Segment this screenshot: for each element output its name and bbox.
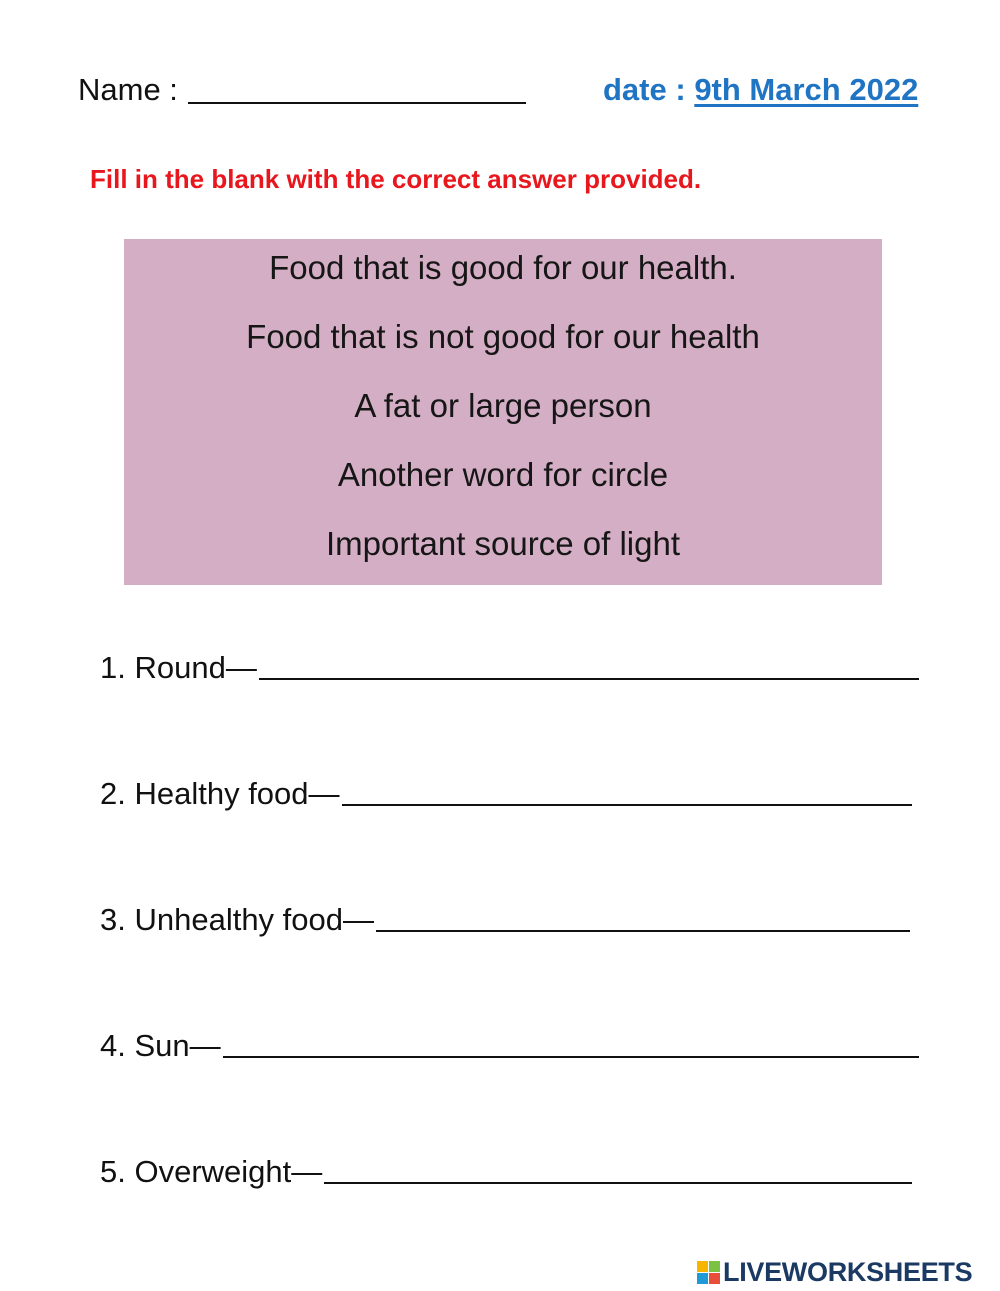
clue-5: Important source of light: [325, 525, 680, 562]
logo-square-2: [709, 1261, 720, 1272]
question-4: [100, 1028, 919, 1064]
logo-text: LIVEWORKSHEETS: [723, 1257, 973, 1287]
logo-square-1: [697, 1261, 708, 1272]
date-field: [603, 72, 918, 108]
logo-square-4: [709, 1273, 720, 1284]
question-2-label: 2. Healthy food—: [100, 776, 340, 811]
question-4-label: 4. Sun—: [100, 1028, 221, 1063]
logo-square-3: [697, 1273, 708, 1284]
question-5-label: 5. Overweight—: [100, 1154, 323, 1189]
instruction-text: Fill in the blank with the correct answer provided.: [90, 164, 702, 194]
question-5: [100, 1154, 912, 1190]
date-value: 9th March 2022: [694, 72, 919, 107]
question-2: [100, 776, 912, 812]
clue-4: Another word for circle: [337, 456, 669, 493]
question-3: [100, 902, 910, 938]
question-1: [100, 650, 919, 686]
answer-blank-1[interactable]: [259, 678, 919, 680]
clue-1: Food that is good for our health.: [269, 249, 737, 286]
answer-blank-4[interactable]: [223, 1056, 919, 1058]
name-blank-line[interactable]: [188, 102, 526, 104]
word-bank-box: [124, 239, 882, 585]
liveworksheets-logo-icon: [697, 1261, 720, 1284]
name-label: Name :: [78, 72, 178, 107]
answer-blank-3[interactable]: [376, 930, 910, 932]
clue-3: A fat or large person: [354, 387, 652, 424]
question-1-label: 1. Round—: [100, 650, 257, 685]
answer-blank-5[interactable]: [324, 1182, 912, 1184]
liveworksheets-logo: [697, 1257, 972, 1288]
name-field: [78, 72, 526, 108]
clue-2: Food that is not good for our health: [246, 318, 760, 355]
date-label: date :: [603, 72, 686, 107]
question-3-label: 3. Unhealthy food—: [100, 902, 375, 937]
answer-blank-2[interactable]: [342, 804, 912, 806]
